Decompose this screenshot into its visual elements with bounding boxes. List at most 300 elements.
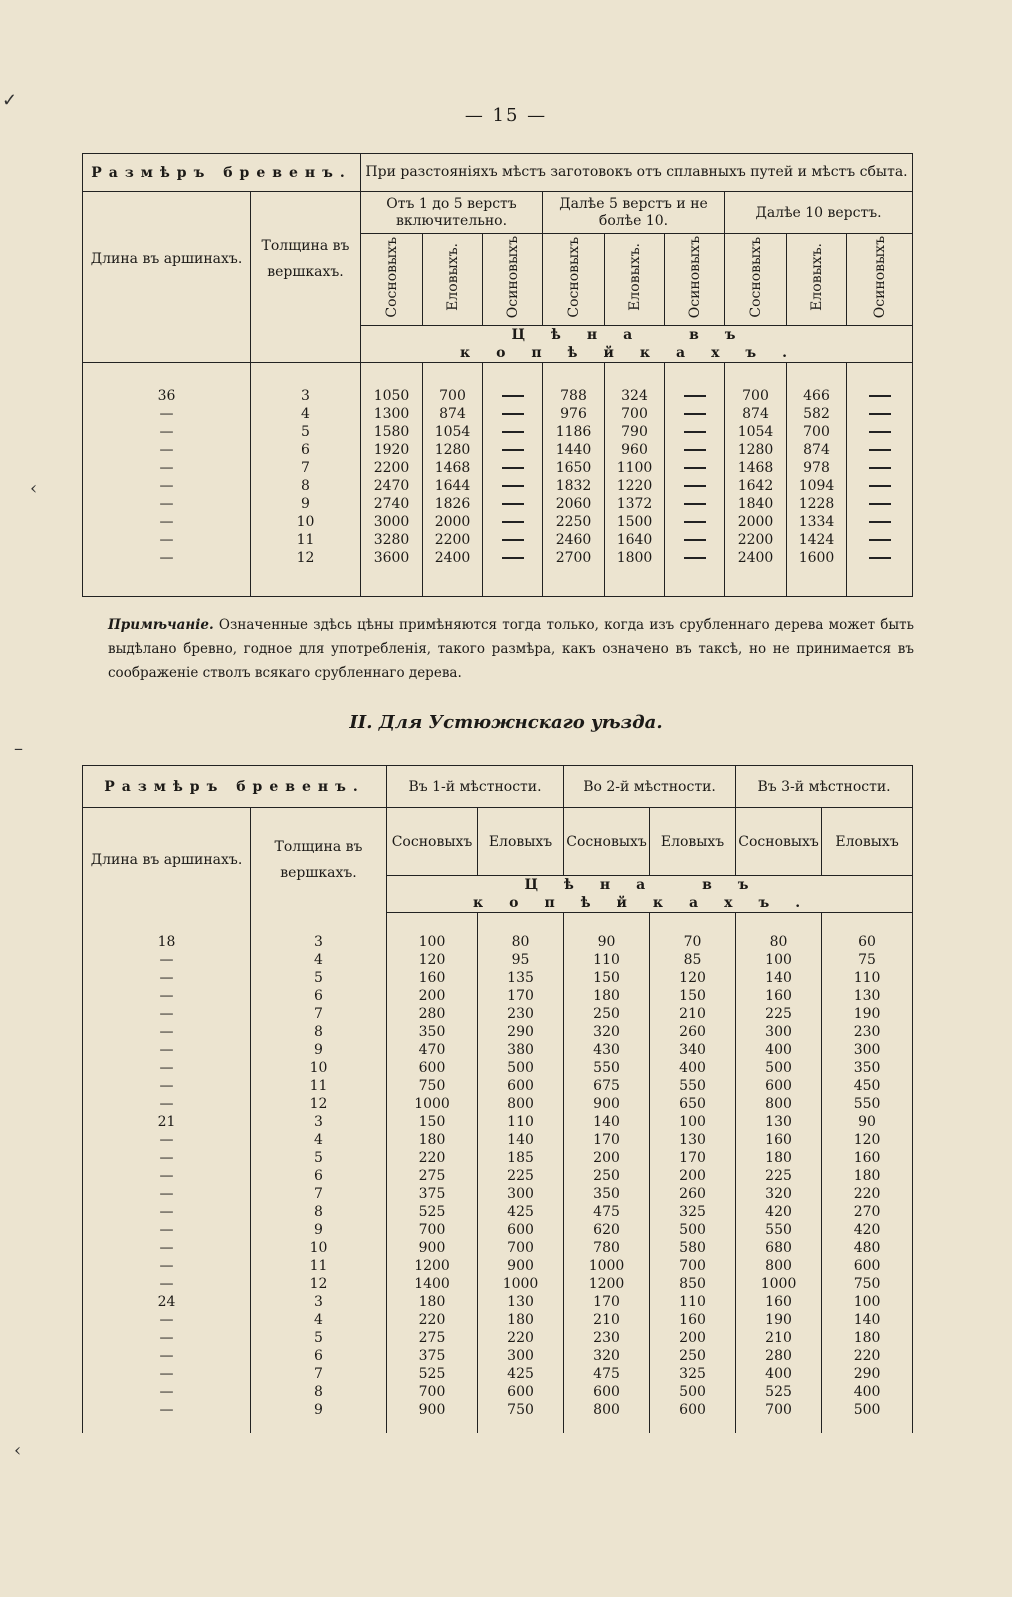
price-cell: 190 (736, 1311, 822, 1329)
price-cell: 2000 (423, 513, 483, 531)
price-cell: 425 (478, 1365, 564, 1383)
price-cell: 180 (822, 1167, 913, 1185)
price-cell: 160 (822, 1149, 913, 1167)
price-cell: 2250 (543, 513, 605, 531)
price-cell: 190 (822, 1005, 913, 1023)
thickness-cell: 4 (251, 1131, 387, 1149)
length-cell: — (83, 1329, 251, 1347)
dash-mark (869, 467, 891, 469)
table-row (83, 477, 913, 495)
dash-mark (502, 467, 524, 469)
thickness-cell: 11 (251, 1077, 387, 1095)
dash-mark (869, 395, 891, 397)
price-cell: 400 (822, 1383, 913, 1401)
price-cell (847, 405, 913, 423)
price-cell: 1644 (423, 477, 483, 495)
wood-type-label: Осиновыхъ (686, 235, 703, 319)
price-table-2-body (83, 913, 913, 1433)
price-cell: 275 (387, 1329, 478, 1347)
price-cell: 525 (387, 1203, 478, 1221)
price-cell: 680 (736, 1239, 822, 1257)
price-cell: 1094 (787, 477, 847, 495)
table-row (83, 1005, 913, 1023)
price-cell: 225 (736, 1167, 822, 1185)
dash-mark (502, 431, 524, 433)
price-cell: 1800 (605, 549, 665, 567)
thickness-cell: 8 (251, 1383, 387, 1401)
price-cell: 900 (387, 1239, 478, 1257)
price-cell: 1468 (725, 459, 787, 477)
price-cell: 2400 (423, 549, 483, 567)
thickness-cell: 9 (251, 1401, 387, 1419)
thickness-cell: 7 (251, 1005, 387, 1023)
dash-mark (869, 557, 891, 559)
size-header: Размѣръ бревенъ. (83, 154, 361, 192)
thickness-cell: 4 (251, 1311, 387, 1329)
price-cell: 150 (650, 987, 736, 1005)
table-row (83, 1023, 913, 1041)
price-cell (847, 441, 913, 459)
table-row (83, 1149, 913, 1167)
price-cell (665, 441, 725, 459)
price-cell: 580 (650, 1239, 736, 1257)
price-cell: 600 (478, 1077, 564, 1095)
length-cell: — (83, 969, 251, 987)
price-cell: 2470 (361, 477, 423, 495)
price-cell: 270 (822, 1203, 913, 1221)
price-cell: 978 (787, 459, 847, 477)
price-cell (665, 531, 725, 549)
thickness-cell: 9 (251, 1041, 387, 1059)
price-cell: 1468 (423, 459, 483, 477)
price-cell: 800 (736, 1095, 822, 1113)
price-cell: 230 (822, 1023, 913, 1041)
thickness-cell: 3 (251, 1293, 387, 1311)
price-cell: 750 (822, 1275, 913, 1293)
dash-mark (869, 413, 891, 415)
price-cell: 874 (423, 405, 483, 423)
length-cell: 36 (83, 387, 251, 405)
price-cell: 874 (725, 405, 787, 423)
price-cell: 140 (564, 1113, 650, 1131)
price-cell: 200 (387, 987, 478, 1005)
price-cell: 790 (605, 423, 665, 441)
table-row (83, 1293, 913, 1311)
price-cell: 470 (387, 1041, 478, 1059)
price-cell: 1642 (725, 477, 787, 495)
dash-mark (869, 503, 891, 505)
length-cell: — (83, 1311, 251, 1329)
thickness-cell: 12 (251, 1275, 387, 1293)
thickness-cell: 5 (251, 1149, 387, 1167)
price-cell: 600 (564, 1383, 650, 1401)
price-cell (483, 531, 543, 549)
price-cell: 700 (387, 1383, 478, 1401)
price-cell (483, 549, 543, 567)
wood-type-label: Сосновыхъ (564, 808, 650, 876)
price-cell: 425 (478, 1203, 564, 1221)
price-cell: 180 (822, 1329, 913, 1347)
price-cell: 300 (478, 1185, 564, 1203)
price-cell: 2200 (423, 531, 483, 549)
table-row (83, 1365, 913, 1383)
length-cell: 18 (83, 933, 251, 951)
price-cell: 120 (387, 951, 478, 969)
price-cell: 675 (564, 1077, 650, 1095)
table-row (83, 1077, 913, 1095)
price-cell: 85 (650, 951, 736, 969)
price-cell: 2000 (725, 513, 787, 531)
dash-mark (502, 503, 524, 505)
price-cell: 1000 (564, 1257, 650, 1275)
wood-type-label: Еловыхъ. (808, 243, 825, 311)
price-cell: 250 (564, 1167, 650, 1185)
length-cell: — (83, 1041, 251, 1059)
length-cell: — (83, 951, 251, 969)
price-cell: 1832 (543, 477, 605, 495)
length-cell: — (83, 531, 251, 549)
price-cell: 600 (650, 1401, 736, 1419)
price-cell: 480 (822, 1239, 913, 1257)
table-row (83, 1221, 913, 1239)
price-cell: 620 (564, 1221, 650, 1239)
price-cell: 95 (478, 951, 564, 969)
thickness-cell: 8 (251, 1023, 387, 1041)
length-cell: — (83, 987, 251, 1005)
price-cell: 350 (822, 1059, 913, 1077)
price-cell: 375 (387, 1347, 478, 1365)
price-cell: 170 (564, 1293, 650, 1311)
price-cell (483, 495, 543, 513)
price-cell (847, 387, 913, 405)
thickness-cell: 3 (251, 387, 361, 405)
price-cell: 260 (650, 1023, 736, 1041)
price-cell: 220 (387, 1149, 478, 1167)
section-heading: II. Для Устюжнскаго уѣзда. (349, 712, 663, 733)
thickness-cell: 11 (251, 1257, 387, 1275)
price-cell: 1054 (423, 423, 483, 441)
table-row (83, 1347, 913, 1365)
price-cell: 100 (387, 933, 478, 951)
price-cell: 2460 (543, 531, 605, 549)
wood-type-label: Еловыхъ (650, 808, 736, 876)
price-cell: 1300 (361, 405, 423, 423)
margin-mark: – (14, 738, 23, 759)
length-cell: — (83, 405, 251, 423)
price-cell: 1600 (787, 549, 847, 567)
price-cell: 150 (564, 969, 650, 987)
price-cell (665, 549, 725, 567)
price-cell: 1920 (361, 441, 423, 459)
price-cell: 320 (736, 1185, 822, 1203)
margin-mark: ✓ (2, 90, 18, 111)
length-cell: — (83, 1023, 251, 1041)
price-cell: 1200 (387, 1257, 478, 1275)
price-cell: 1580 (361, 423, 423, 441)
length-cell: — (83, 1149, 251, 1167)
price-cell: 700 (787, 423, 847, 441)
price-cell: 325 (650, 1365, 736, 1383)
thickness-cell: 5 (251, 969, 387, 987)
price-cell: 160 (736, 987, 822, 1005)
price-cell (847, 495, 913, 513)
price-cell (847, 423, 913, 441)
length-cell: — (83, 1077, 251, 1095)
price-cell: 430 (564, 1041, 650, 1059)
thickness-cell: 5 (251, 1329, 387, 1347)
thickness-header: Толщина въ вершкахъ. (251, 192, 361, 326)
table-row (83, 1167, 913, 1185)
length-cell: — (83, 1365, 251, 1383)
price-cell: 160 (650, 1311, 736, 1329)
dash-mark (869, 485, 891, 487)
dash-mark (502, 449, 524, 451)
thickness-cell: 3 (251, 1113, 387, 1131)
price-cell: 550 (650, 1077, 736, 1095)
table-row (83, 1095, 913, 1113)
price-cell: 320 (564, 1023, 650, 1041)
price-cell: 420 (736, 1203, 822, 1221)
price-cell: 582 (787, 405, 847, 423)
price-cell: 180 (387, 1293, 478, 1311)
thickness-cell: 4 (251, 405, 361, 423)
length-cell: — (83, 1257, 251, 1275)
price-cell: 700 (478, 1239, 564, 1257)
price-cell (483, 405, 543, 423)
price-cell: 150 (387, 1113, 478, 1131)
thickness-cell: 7 (251, 459, 361, 477)
price-cell: 400 (650, 1059, 736, 1077)
price-cell (483, 459, 543, 477)
price-cell (847, 513, 913, 531)
price-cell: 185 (478, 1149, 564, 1167)
thickness-cell: 11 (251, 531, 361, 549)
price-cell: 225 (736, 1005, 822, 1023)
table-row (83, 951, 913, 969)
price-cell: 1334 (787, 513, 847, 531)
price-cell: 1054 (725, 423, 787, 441)
wood-type-label: Осиновыхъ (871, 235, 888, 319)
price-cell: 324 (605, 387, 665, 405)
price-cell: 976 (543, 405, 605, 423)
wood-type-label: Еловыхъ. (626, 243, 643, 311)
length-header: Длина въ аршинахъ. (83, 808, 251, 913)
price-cell: 500 (822, 1401, 913, 1419)
wood-type-label: Сосновыхъ (565, 236, 582, 318)
price-cell: 110 (478, 1113, 564, 1131)
dash-mark (869, 521, 891, 523)
length-cell: — (83, 1131, 251, 1149)
price-cell: 160 (736, 1131, 822, 1149)
price-cell (665, 387, 725, 405)
price-cell: 1826 (423, 495, 483, 513)
price-cell: 850 (650, 1275, 736, 1293)
area-header-1: Въ 1-й мѣстности. (387, 766, 564, 808)
wood-type-label: Сосновыхъ (383, 236, 400, 318)
price-cell: 525 (387, 1365, 478, 1383)
price-cell: 140 (736, 969, 822, 987)
length-header: Длина въ аршинахъ. (83, 192, 251, 326)
price-cell: 300 (822, 1041, 913, 1059)
price-cell: 120 (822, 1131, 913, 1149)
table-row (83, 1059, 913, 1077)
dash-mark (502, 557, 524, 559)
price-cell (665, 477, 725, 495)
price-cell (483, 513, 543, 531)
price-cell: 3280 (361, 531, 423, 549)
table-row (83, 1041, 913, 1059)
price-cell (483, 387, 543, 405)
price-cell: 1200 (564, 1275, 650, 1293)
distance-header: При разстояніяхъ мѣстъ заготовокъ отъ сплавныхъ путей и мѣстъ сбыта. (361, 154, 913, 192)
price-cell: 900 (564, 1095, 650, 1113)
price-cell: 80 (478, 933, 564, 951)
area-header-2: Во 2-й мѣстности. (564, 766, 736, 808)
length-cell: — (83, 1383, 251, 1401)
table-row (83, 423, 913, 441)
table-row (83, 1185, 913, 1203)
price-cell (483, 477, 543, 495)
length-cell: — (83, 1095, 251, 1113)
price-cell: 290 (478, 1023, 564, 1041)
price-table-1-body (83, 363, 913, 597)
price-cell: 170 (478, 987, 564, 1005)
dash-mark (684, 503, 706, 505)
length-cell: — (83, 459, 251, 477)
price-cell (847, 459, 913, 477)
price-cell: 280 (387, 1005, 478, 1023)
table-row (83, 1401, 913, 1419)
price-cell: 210 (564, 1311, 650, 1329)
length-cell: 21 (83, 1113, 251, 1131)
price-cell: 550 (564, 1059, 650, 1077)
length-cell: — (83, 1347, 251, 1365)
price-cell: 220 (822, 1185, 913, 1203)
price-cell: 380 (478, 1041, 564, 1059)
zone-header-2: Далѣе 5 верстъ и не болѣе 10. (543, 192, 725, 234)
dash-mark (869, 449, 891, 451)
price-cell: 700 (736, 1401, 822, 1419)
thickness-cell: 10 (251, 513, 361, 531)
price-cell: 500 (736, 1059, 822, 1077)
price-caption: Цѣна въ копѣйкахъ. (361, 326, 913, 363)
table-row (83, 1239, 913, 1257)
table-row (83, 405, 913, 423)
price-cell: 1440 (543, 441, 605, 459)
dash-mark (869, 431, 891, 433)
price-table-2 (82, 765, 913, 1433)
length-cell: — (83, 1167, 251, 1185)
price-cell: 210 (650, 1005, 736, 1023)
length-cell: 24 (83, 1293, 251, 1311)
price-cell: 300 (736, 1023, 822, 1041)
price-cell: 1000 (387, 1095, 478, 1113)
price-cell: 2200 (361, 459, 423, 477)
table-row (83, 1203, 913, 1221)
dash-mark (502, 413, 524, 415)
price-cell: 1050 (361, 387, 423, 405)
price-cell (665, 423, 725, 441)
size-header: Размѣръ бревенъ. (83, 766, 387, 808)
price-cell: 800 (564, 1401, 650, 1419)
price-cell: 110 (822, 969, 913, 987)
table-row (83, 1113, 913, 1131)
price-cell: 800 (736, 1257, 822, 1275)
price-cell: 1280 (423, 441, 483, 459)
price-cell: 100 (822, 1293, 913, 1311)
price-cell: 100 (736, 951, 822, 969)
price-cell: 500 (650, 1383, 736, 1401)
price-cell: 600 (387, 1059, 478, 1077)
dash-mark (684, 467, 706, 469)
thickness-cell: 5 (251, 423, 361, 441)
table-row (83, 1257, 913, 1275)
table-row (83, 441, 913, 459)
dash-mark (869, 539, 891, 541)
price-cell: 130 (736, 1113, 822, 1131)
table-row (83, 933, 913, 951)
price-cell: 320 (564, 1347, 650, 1365)
wood-type-label: Еловыхъ (822, 808, 913, 876)
dash-mark (684, 557, 706, 559)
price-cell: 180 (736, 1149, 822, 1167)
price-cell: 1280 (725, 441, 787, 459)
price-cell: 2060 (543, 495, 605, 513)
price-cell: 110 (650, 1293, 736, 1311)
length-cell: — (83, 1005, 251, 1023)
length-cell: — (83, 477, 251, 495)
table-row (83, 531, 913, 549)
price-cell: 900 (387, 1401, 478, 1419)
price-cell: 230 (564, 1329, 650, 1347)
thickness-cell: 6 (251, 1347, 387, 1365)
price-cell: 290 (822, 1365, 913, 1383)
thickness-cell: 9 (251, 495, 361, 513)
thickness-cell: 10 (251, 1059, 387, 1077)
price-cell: 600 (822, 1257, 913, 1275)
dash-mark (684, 521, 706, 523)
length-cell: — (83, 1239, 251, 1257)
thickness-cell: 6 (251, 1167, 387, 1185)
price-cell: 200 (564, 1149, 650, 1167)
length-cell: — (83, 441, 251, 459)
price-cell: 130 (822, 987, 913, 1005)
price-cell: 75 (822, 951, 913, 969)
price-cell: 1000 (736, 1275, 822, 1293)
price-cell: 350 (387, 1023, 478, 1041)
price-cell: 500 (478, 1059, 564, 1077)
price-cell: 900 (478, 1257, 564, 1275)
price-cell: 90 (564, 933, 650, 951)
price-cell: 400 (736, 1041, 822, 1059)
price-cell: 700 (725, 387, 787, 405)
price-cell: 700 (605, 405, 665, 423)
table-row (83, 1131, 913, 1149)
price-cell: 375 (387, 1185, 478, 1203)
thickness-cell: 8 (251, 1203, 387, 1221)
price-cell: 180 (387, 1131, 478, 1149)
price-cell: 600 (736, 1077, 822, 1095)
price-cell: 230 (478, 1005, 564, 1023)
length-cell: — (83, 1401, 251, 1419)
price-cell: 3600 (361, 549, 423, 567)
thickness-cell: 7 (251, 1365, 387, 1383)
price-cell: 220 (478, 1329, 564, 1347)
price-cell: 788 (543, 387, 605, 405)
price-cell: 1650 (543, 459, 605, 477)
price-cell: 350 (564, 1185, 650, 1203)
price-cell: 80 (736, 933, 822, 951)
